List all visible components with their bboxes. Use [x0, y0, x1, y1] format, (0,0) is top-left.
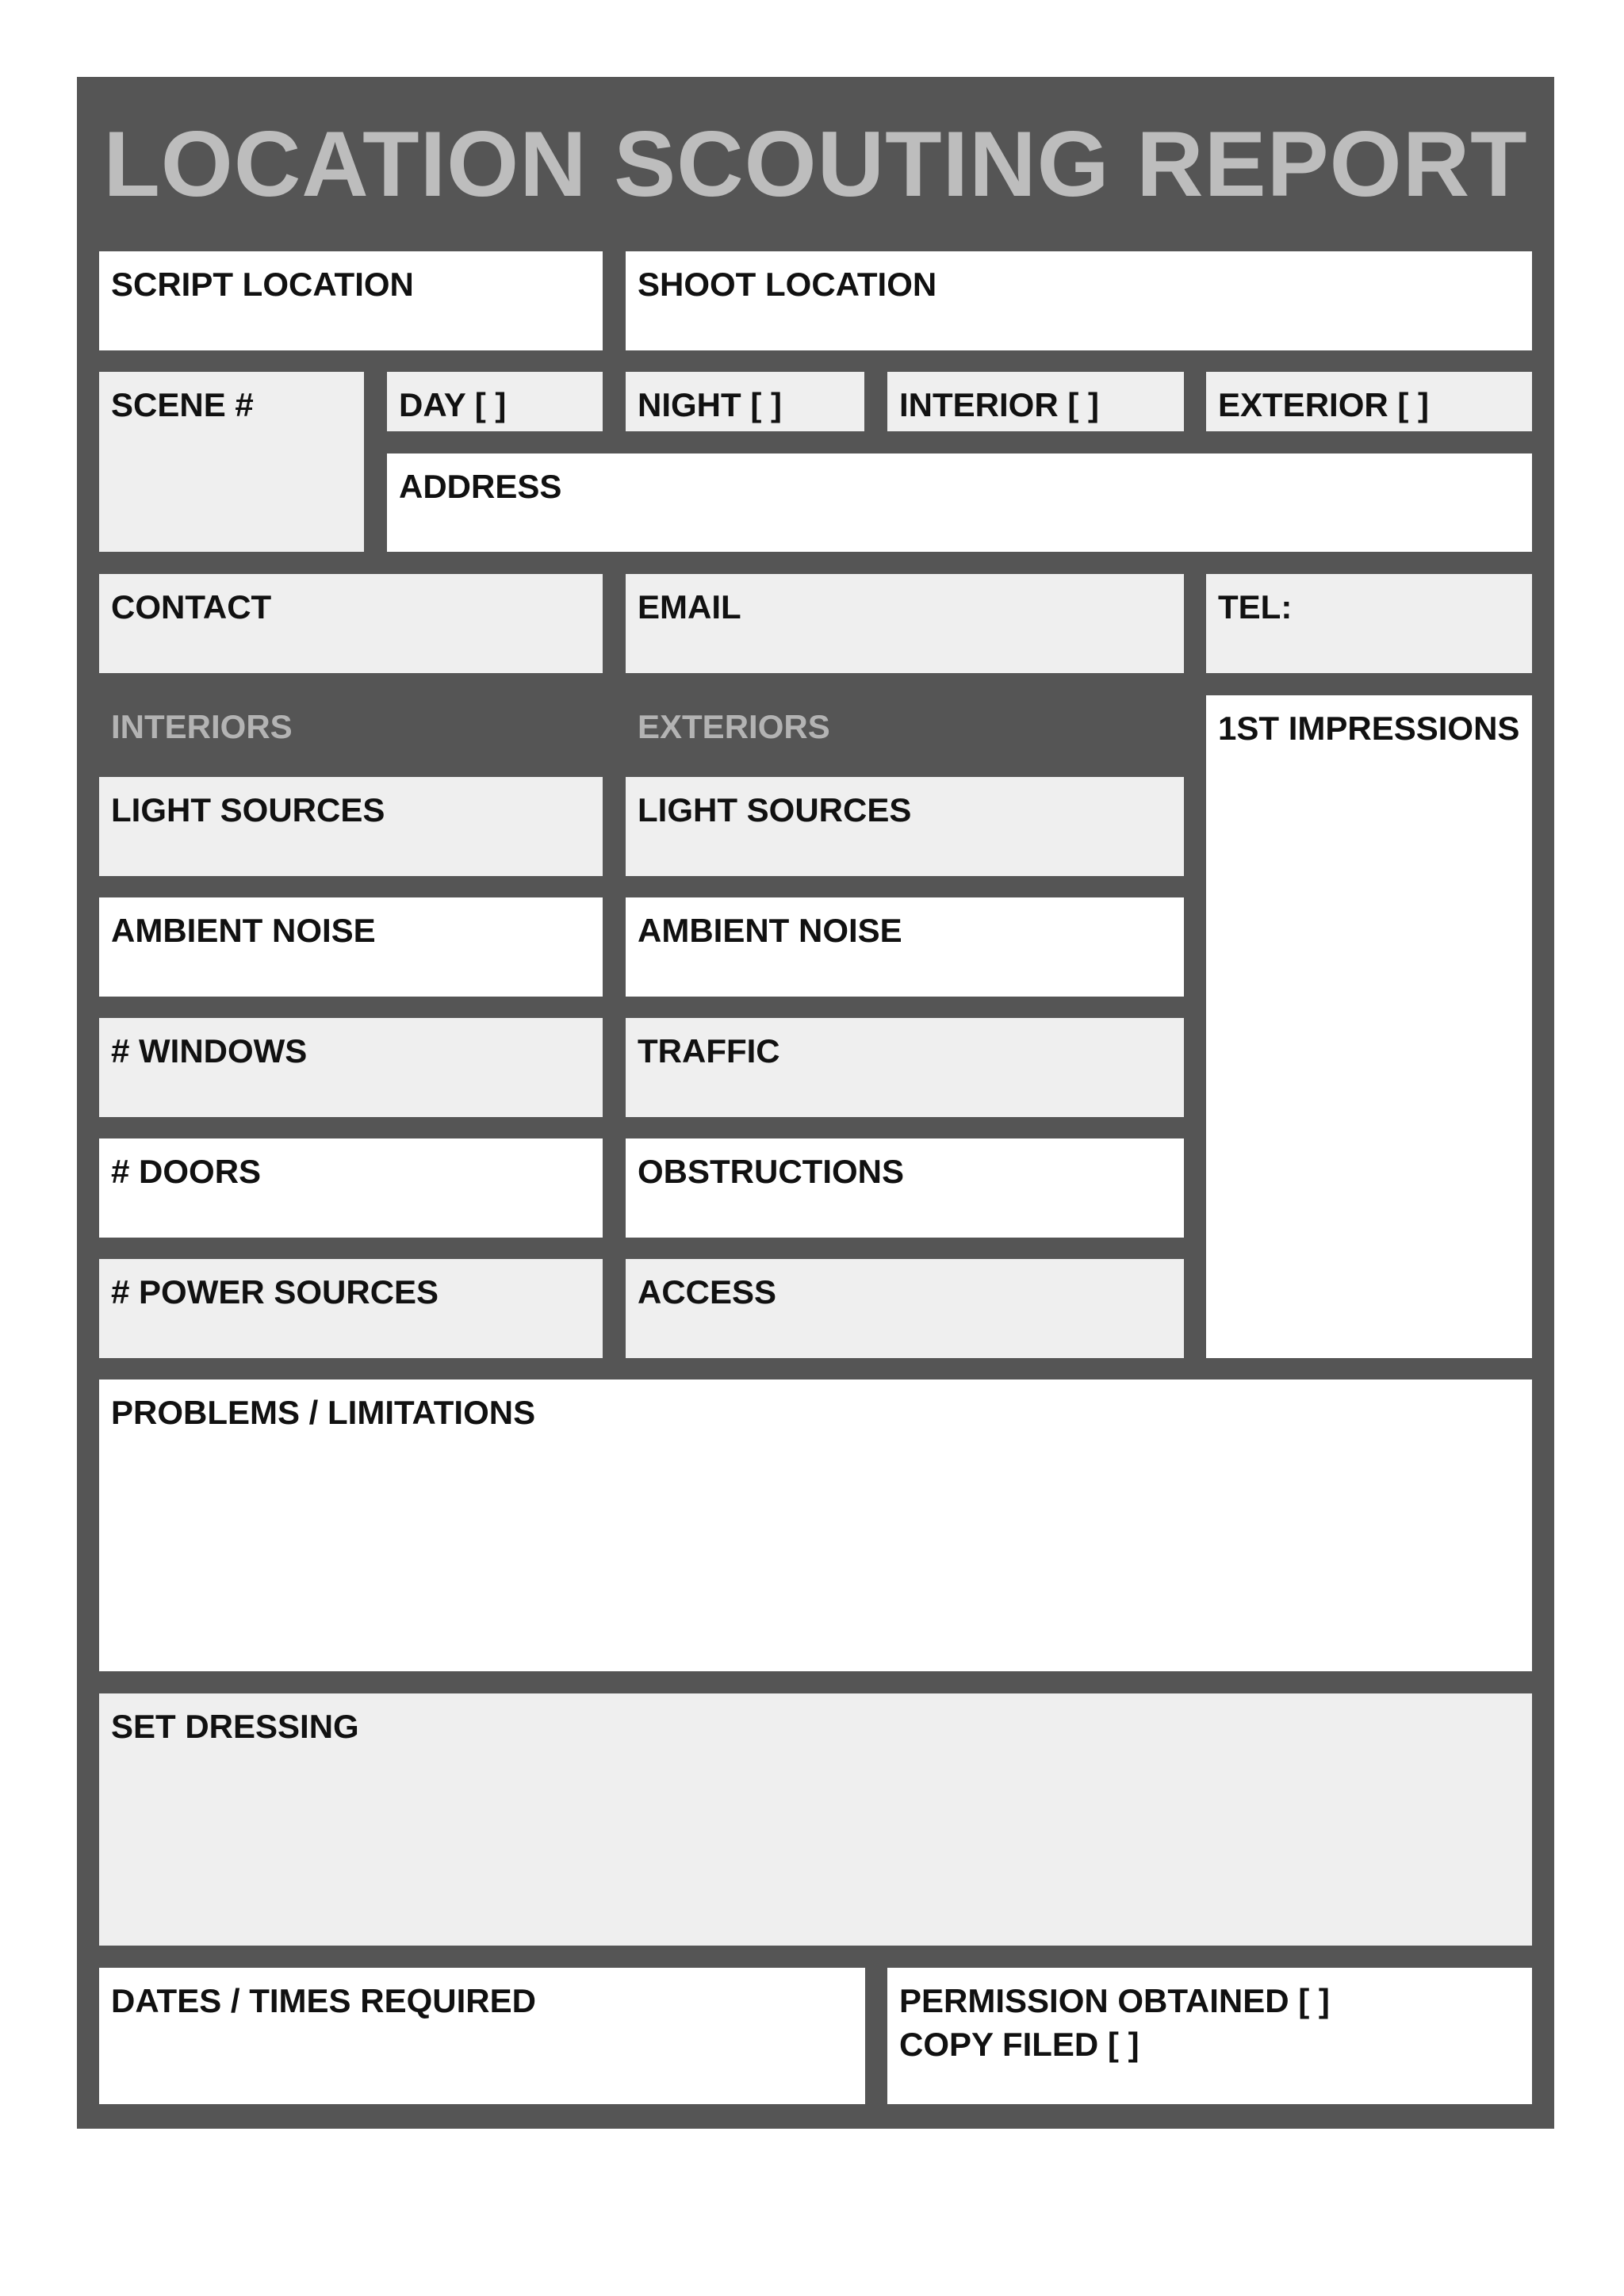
interior-light-sources-field[interactable]: LIGHT SOURCES [99, 777, 603, 876]
permission-obtained-checkbox[interactable]: PERMISSION OBTAINED [ ] [899, 1982, 1330, 2019]
scene-number-field[interactable]: SCENE # [99, 372, 364, 552]
windows-count-field[interactable]: # WINDOWS [99, 1018, 603, 1117]
report-form [77, 77, 1554, 2129]
exterior-light-sources-field[interactable]: LIGHT SOURCES [626, 777, 1184, 876]
tel-field[interactable]: TEL: [1206, 574, 1532, 673]
copy-filed-checkbox[interactable]: COPY FILED [ ] [899, 2026, 1139, 2063]
exterior-checkbox[interactable]: EXTERIOR [ ] [1206, 372, 1532, 431]
interior-checkbox[interactable]: INTERIOR [ ] [887, 372, 1184, 431]
problems-limitations-field[interactable]: PROBLEMS / LIMITATIONS [99, 1380, 1532, 1671]
shoot-location-field[interactable]: SHOOT LOCATION [626, 251, 1532, 350]
interiors-heading: INTERIORS [111, 708, 293, 745]
page-title: LOCATION SCOUTING REPORT [103, 112, 1528, 216]
exteriors-heading: EXTERIORS [638, 708, 830, 745]
script-location-field[interactable]: SCRIPT LOCATION [99, 251, 603, 350]
dates-times-required-field[interactable]: DATES / TIMES REQUIRED [99, 1968, 865, 2104]
access-field[interactable]: ACCESS [626, 1259, 1184, 1358]
night-checkbox[interactable]: NIGHT [ ] [626, 372, 864, 431]
doors-count-field[interactable]: # DOORS [99, 1138, 603, 1238]
first-impressions-field[interactable]: 1ST IMPRESSIONS [1206, 695, 1532, 1358]
email-field[interactable]: EMAIL [626, 574, 1184, 673]
contact-field[interactable]: CONTACT [99, 574, 603, 673]
permission-copy-box[interactable] [887, 1968, 1532, 2104]
address-field[interactable]: ADDRESS [387, 453, 1532, 552]
power-sources-count-field[interactable]: # POWER SOURCES [99, 1259, 603, 1358]
obstructions-field[interactable]: OBSTRUCTIONS [626, 1138, 1184, 1238]
traffic-field[interactable]: TRAFFIC [626, 1018, 1184, 1117]
day-checkbox[interactable]: DAY [ ] [387, 372, 603, 431]
exterior-ambient-noise-field[interactable]: AMBIENT NOISE [626, 897, 1184, 997]
interior-ambient-noise-field[interactable]: AMBIENT NOISE [99, 897, 603, 997]
set-dressing-field[interactable]: SET DRESSING [99, 1693, 1532, 1946]
